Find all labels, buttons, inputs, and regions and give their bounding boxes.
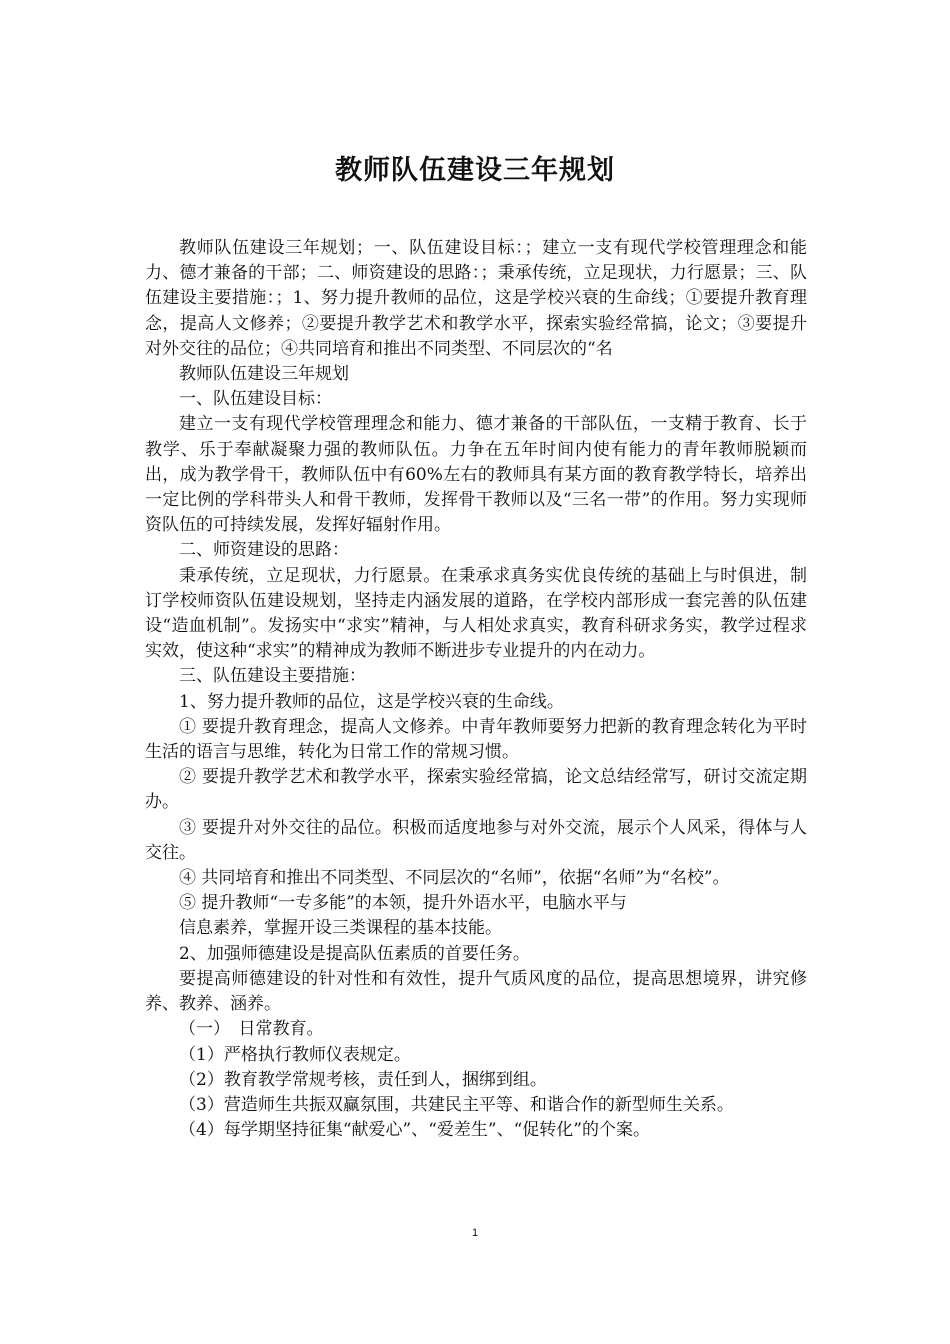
paragraph-summary: 教师队伍建设三年规划；一、队伍建设目标：；建立一支有现代学校管理理念和能力、德才兼备的干部；二、师资建设的思路：；秉承传统，立足现状，力行愿景；三、队伍建设主要措施：；1、努力提升教师的品位，这是学校兴衰的生命线；①要提升教育理念，提高人文修养；②要提升教学艺术和教学水平，探索实验经常搞，论文；③要提升对外交往的品位；④共同培育和推出不同类型、不同层次的“名 — [145, 238, 807, 359]
measure-item-1: 1、努力提升教师的品位，这是学校兴衰的生命线。 — [179, 691, 564, 712]
daily-item-4: （4）每学期坚持征集“献爱心”、“爱差生”、“促转化”的个案。 — [179, 1120, 650, 1141]
paragraph-heading-plan: 教师队伍建设三年规划 — [179, 364, 349, 385]
document-title: 教师队伍建设三年规划 — [335, 155, 615, 186]
measure-item-2: 2、加强师德建设是提高队伍素质的首要任务。 — [179, 943, 530, 964]
section-heading-measures: 三、队伍建设主要措施： — [179, 666, 366, 687]
paragraph-approach: 秉承传统，立足现状，力行愿景。在秉承求真务实优良传统的基础上与时俱进，制订学校师资队伍建设规划，坚持走内涵发展的道路，在学校内部形成一套完善的队伍建设“造血机制”。发扬实中“求实”精神，与人相处求真实，教育科研求务实，教学过程求实效，使这种“求实”的精神成为教师不断进步专业提升的内在动力。 — [145, 565, 807, 662]
sub-item-1: ① 要提升教育理念，提高人文修养。中青年教师要努力把新的教育理念转化为平时生活的语言与思维，转化为日常工作的常规习惯。 — [145, 716, 807, 763]
sub-item-2: ② 要提升教学艺术和教学水平，探索实验经常搞，论文总结经常写，研讨交流定期办。 — [145, 767, 807, 813]
paragraph-ethics: 要提高师德建设的针对性和有效性，提升气质风度的品位，提高思想境界，讲究修养、教养、涵养。 — [145, 968, 807, 1015]
section-heading-approach: 二、师资建设的思路： — [179, 540, 349, 561]
paragraph-goals: 建立一支有现代学校管理理念和能力、德才兼备的干部队伍，一支精于教育、长于教学、乐于奉献凝聚力强的教师队伍。力争在五年时间内使有能力的青年教师脱颖而出，成为教学骨干，教师队伍中有60%左右的教师具有某方面的教育教学特长，培养出一定比例的学科带头人和骨干教师，发挥骨干教师以及“三名一带”的作用。努力实现师资队伍的可持续发展，发挥好辐射作用。 — [145, 414, 807, 536]
section-heading-goals: 一、队伍建设目标： — [179, 389, 332, 410]
daily-item-2: （2）教育教学常规考核，责任到人，捆绑到组。 — [179, 1069, 547, 1090]
daily-item-1: （1）严格执行教师仪表规定。 — [179, 1044, 411, 1065]
sub-item-4: ④ 共同培育和推出不同类型、不同层次的“名师”，依据“名师”为“名校”。 — [179, 868, 730, 889]
subsection-heading-daily: （一） 日常教育。 — [179, 1019, 324, 1040]
sub-item-5-continuation: 信息素养，掌握开设三类课程的基本技能。 — [179, 918, 502, 939]
sub-item-3: ③ 要提升对外交往的品位。积极而适度地参与对外交流，展示个人风采，得体与人交往。 — [145, 817, 807, 863]
document-body — [145, 236, 807, 1143]
page-number: 1 — [471, 1227, 479, 1239]
sub-item-5: ⑤ 提升教师“一专多能”的本领，提升外语水平，电脑水平与 — [179, 893, 627, 914]
daily-item-3: （3）营造师生共振双赢氛围，共建民主平等、和谐合作的新型师生关系。 — [179, 1094, 734, 1115]
